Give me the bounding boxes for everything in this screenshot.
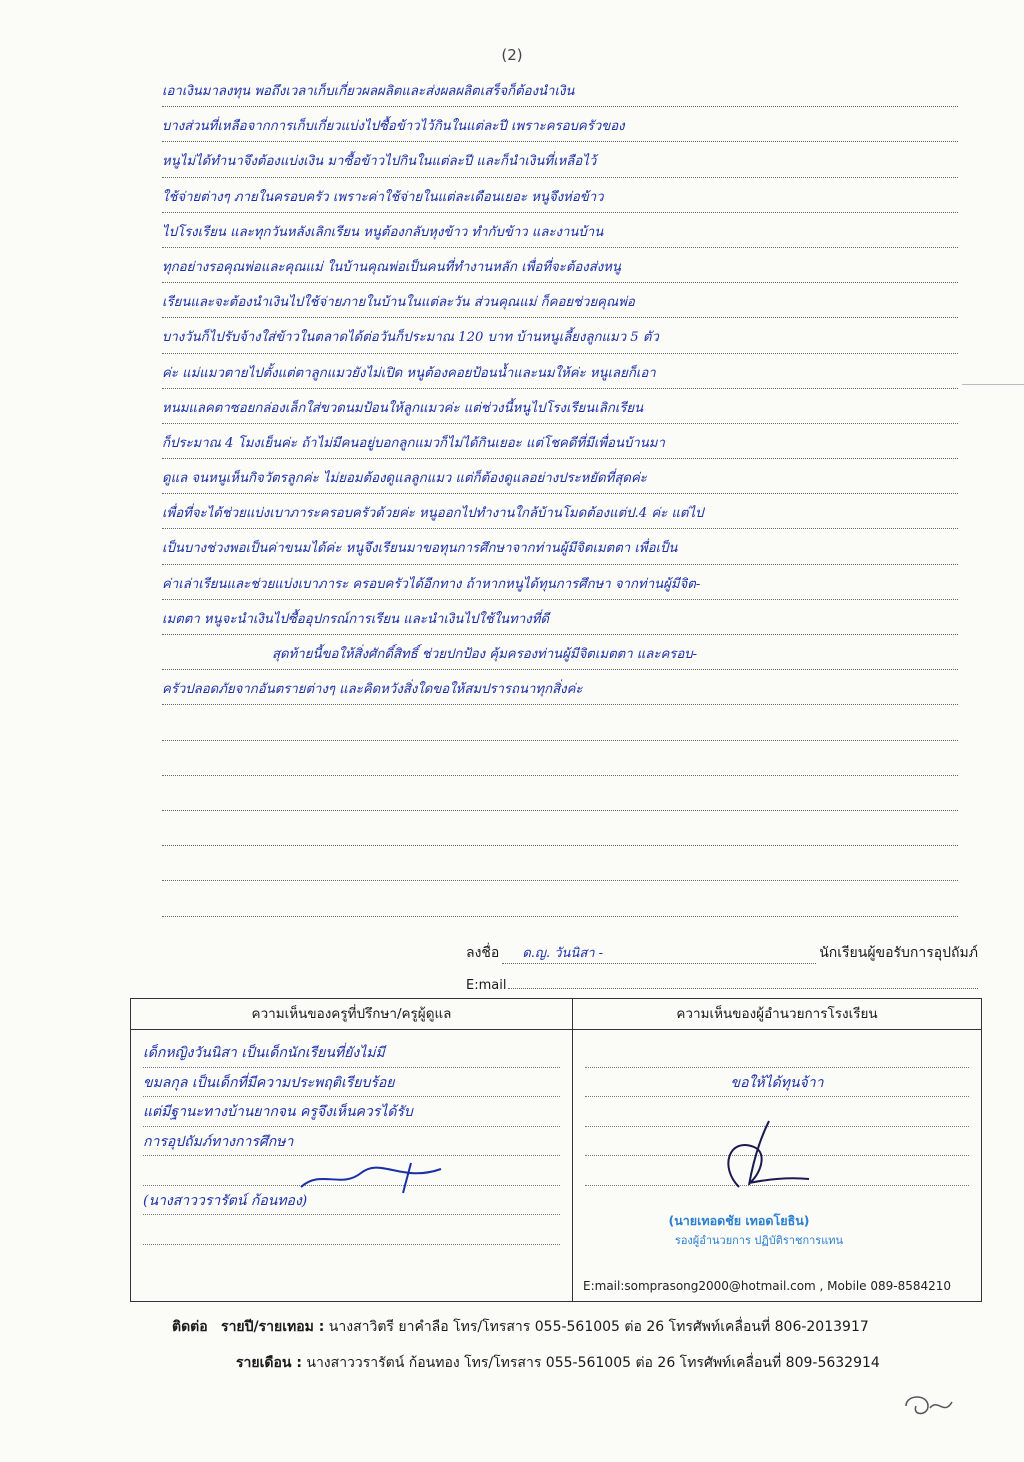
letter-line: หนมแลคตาซอยกล่องเล็กใส่ขวดนมป้อนให้ลูกแมวค่ะ แต่ช่วงนี้หนูไปโรงเรียนเลิกเรียน xyxy=(162,389,958,424)
contact-label: ติดต่อ xyxy=(172,1319,208,1335)
director-opinion-line xyxy=(585,1038,969,1068)
letter-line-blank xyxy=(162,705,958,740)
director-opinion-column xyxy=(573,999,981,1301)
page-number: (2) xyxy=(501,46,523,64)
student-email-line xyxy=(466,974,978,993)
teacher-opinion-line: เด็กหญิงวันนิสา เป็นเด็กนักเรียนที่ยังไม่มี xyxy=(143,1038,560,1068)
initials-scrawl xyxy=(898,1392,958,1420)
director-opinion-heading: ความเห็นของผู้อำนวยการโรงเรียน xyxy=(573,999,981,1030)
letter-line: บางส่วนที่เหลือจากการเก็บเกี่ยวแบ่งไปซื้อข้าวไว้กินในแต่ละปี เพราะครอบครัวของ xyxy=(162,107,958,142)
teacher-opinion-heading: ความเห็นของครูที่ปรึกษา/ครูผู้ดูแล xyxy=(131,999,572,1030)
fold-mark xyxy=(962,384,1024,385)
letter-line: ทุกอย่างรอคุณพ่อและคุณแม่ ในบ้านคุณพ่อเป็นคนที่ทำงานหลัก เพื่อที่จะต้องส่งหนู xyxy=(162,248,958,283)
director-opinion-line: ขอให้ได้ทุนจ้าา xyxy=(585,1068,969,1098)
teacher-opinion-line: (นางสาววรารัตน์ ก้อนทอง) xyxy=(143,1186,560,1216)
teacher-opinion-line: แต่มีฐานะทางบ้านยากจน ครูจึงเห็นควรได้รับ xyxy=(143,1097,560,1127)
teacher-signature-scrawl xyxy=(291,1159,451,1199)
letter-line-blank xyxy=(162,776,958,811)
letter-line: ดูแล จนหนูเห็นกิจวัตรลูกค่ะ ไม่ยอมต้องดูแลลูกแมว แต่ก็ต้องดูแลอย่างประหยัดที่สุดค่ะ xyxy=(162,459,958,494)
letter-line: เพื่อที่จะได้ช่วยแบ่งเบาภาระครอบครัวด้วยค่ะ หนูออกไปทำงานใกล้บ้านโมดต้องแต่ป.4 ค่ะ แต่ไป xyxy=(162,494,958,529)
teacher-opinion-line: ขมลกุล เป็นเด็กที่มีความประพฤติเรียบร้อย xyxy=(143,1068,560,1098)
letter-line: เมตตา หนูจะนำเงินไปซื้ออุปกรณ์การเรียน และนำเงินไปใช้ในทางที่ดี xyxy=(162,600,958,635)
director-stamp-title: รองผู้อำนวยการ ปฏิบัติราชการแทน xyxy=(674,1234,844,1247)
letter-line: เป็นบางช่วงพอเป็นค่าขนมได้ค่ะ หนูจึงเรียนมาขอทุนการศึกษาจากท่านผู้มีจิตเมตตา เพื่อเป็น xyxy=(162,529,958,564)
signature-suffix: นักเรียนผู้ขอรับการอุปถัมภ์ xyxy=(819,945,978,961)
letter-line-blank xyxy=(162,881,958,916)
teacher-opinion-line xyxy=(143,1215,560,1245)
letter-line: สุดท้ายนี้ขอให้สิ่งศักดิ์สิทธิ์ ช่วยปกป้อง คุ้มครองท่านผู้มีจิตเมตตา และครอบ- xyxy=(162,635,958,670)
letter-line: ค่าเล่าเรียนและช่วยแบ่งเบาภาระ ครอบครัวได้อีกทาง ถ้าหากหนูได้ทุนการศึกษา จากท่านผู้มีจิต- xyxy=(162,565,958,600)
letter-line: บางวันก็ไปรับจ้างใส่ข้าวในตลาดได้ต่อวันก็ประมาณ 120 บาท บ้านหนูเลี้ยงลูกแมว 5 ตัว xyxy=(162,318,958,353)
letter-line: ครัวปลอดภัยจากอันตรายต่างๆ และคิดหวังสิ่งใดขอให้สมปรารถนาทุกสิ่งค่ะ xyxy=(162,670,958,705)
letter-line-blank xyxy=(162,811,958,846)
letter-line-blank xyxy=(162,741,958,776)
student-name: ด.ญ. วันนิสา - xyxy=(502,942,816,964)
contact-yearly-text: นางสาวิตรี ยาคำลือ โทร/โทรสาร 055-561005 ต่อ 26 โทรศัพท์เคลื่อนที่ 806-2013917 xyxy=(328,1319,869,1335)
letter-line: ค่ะ แม่แมวตายไปตั้งแต่ตาลูกแมวยังไม่เปิด หนูต้องคอยป้อนน้ำและนมให้ค่ะ หนูเลยก็เอา xyxy=(162,354,958,389)
handwritten-letter xyxy=(162,72,958,917)
letter-line: หนูไม่ได้ทำนาจึงต้องแบ่งเงิน มาซื้อข้าวไปกินในแต่ละปี และก็นำเงินที่เหลือไว้ xyxy=(162,142,958,177)
signature-prefix: ลงชื่อ xyxy=(466,945,500,961)
letter-line: ไปโรงเรียน และทุกวันหลังเลิกเรียน หนูต้องกลับหุงข้าว ทำกับข้าว และงานบ้าน xyxy=(162,213,958,248)
letter-line: เรียนและจะต้องนำเงินไปใช้จ่ายภายในบ้านในแต่ละวัน ส่วนคุณแม่ ก็คอยช่วยคุณพ่อ xyxy=(162,283,958,318)
contact-yearly-label: รายปี/รายเทอม : xyxy=(221,1319,325,1335)
director-contact: E:mail:somprasong2000@hotmail.com , Mobile 089-8584210 xyxy=(583,1279,952,1293)
letter-line-blank xyxy=(162,846,958,881)
director-stamp-name: (นายเทอดชัย เทอดโยธิน) xyxy=(668,1213,810,1228)
student-signature-line xyxy=(466,942,978,964)
opinion-box xyxy=(130,998,982,1302)
letter-line: ก็ประมาณ 4 โมงเย็นค่ะ ถ้าไม่มีคนอยู่บอกลูกแมวก็ไม่ได้กินเยอะ แต่โชคดีที่มีเพื่อนบ้านมา xyxy=(162,424,958,459)
contact-yearly xyxy=(172,1316,869,1338)
contact-monthly-label: รายเดือน : xyxy=(236,1355,302,1371)
teacher-opinion-column xyxy=(131,999,573,1301)
email-label: E:mail xyxy=(466,978,507,993)
letter-line: ใช้จ่ายต่างๆ ภายในครอบครัว เพราะค่าใช้จ่ายในแต่ละเดือนเยอะ หนูจึงห่อข้าว xyxy=(162,178,958,213)
teacher-opinion-line: การอุปถัมภ์ทางการศึกษา xyxy=(143,1127,560,1157)
email-field-blank xyxy=(508,974,978,989)
letter-line: เอาเงินมาลงทุน พอถึงเวลาเก็บเกี่ยวผลผลิตและส่งผลผลิตเสร็จก็ต้องนำเงิน xyxy=(162,72,958,107)
contact-monthly-text: นางสาววรารัตน์ ก้อนทอง โทร/โทรสาร 055-561005 ต่อ 26 โทรศัพท์เคลื่อนที่ 809-5632914 xyxy=(306,1355,880,1371)
contact-monthly xyxy=(236,1352,880,1374)
director-signature-scrawl xyxy=(699,1117,819,1197)
